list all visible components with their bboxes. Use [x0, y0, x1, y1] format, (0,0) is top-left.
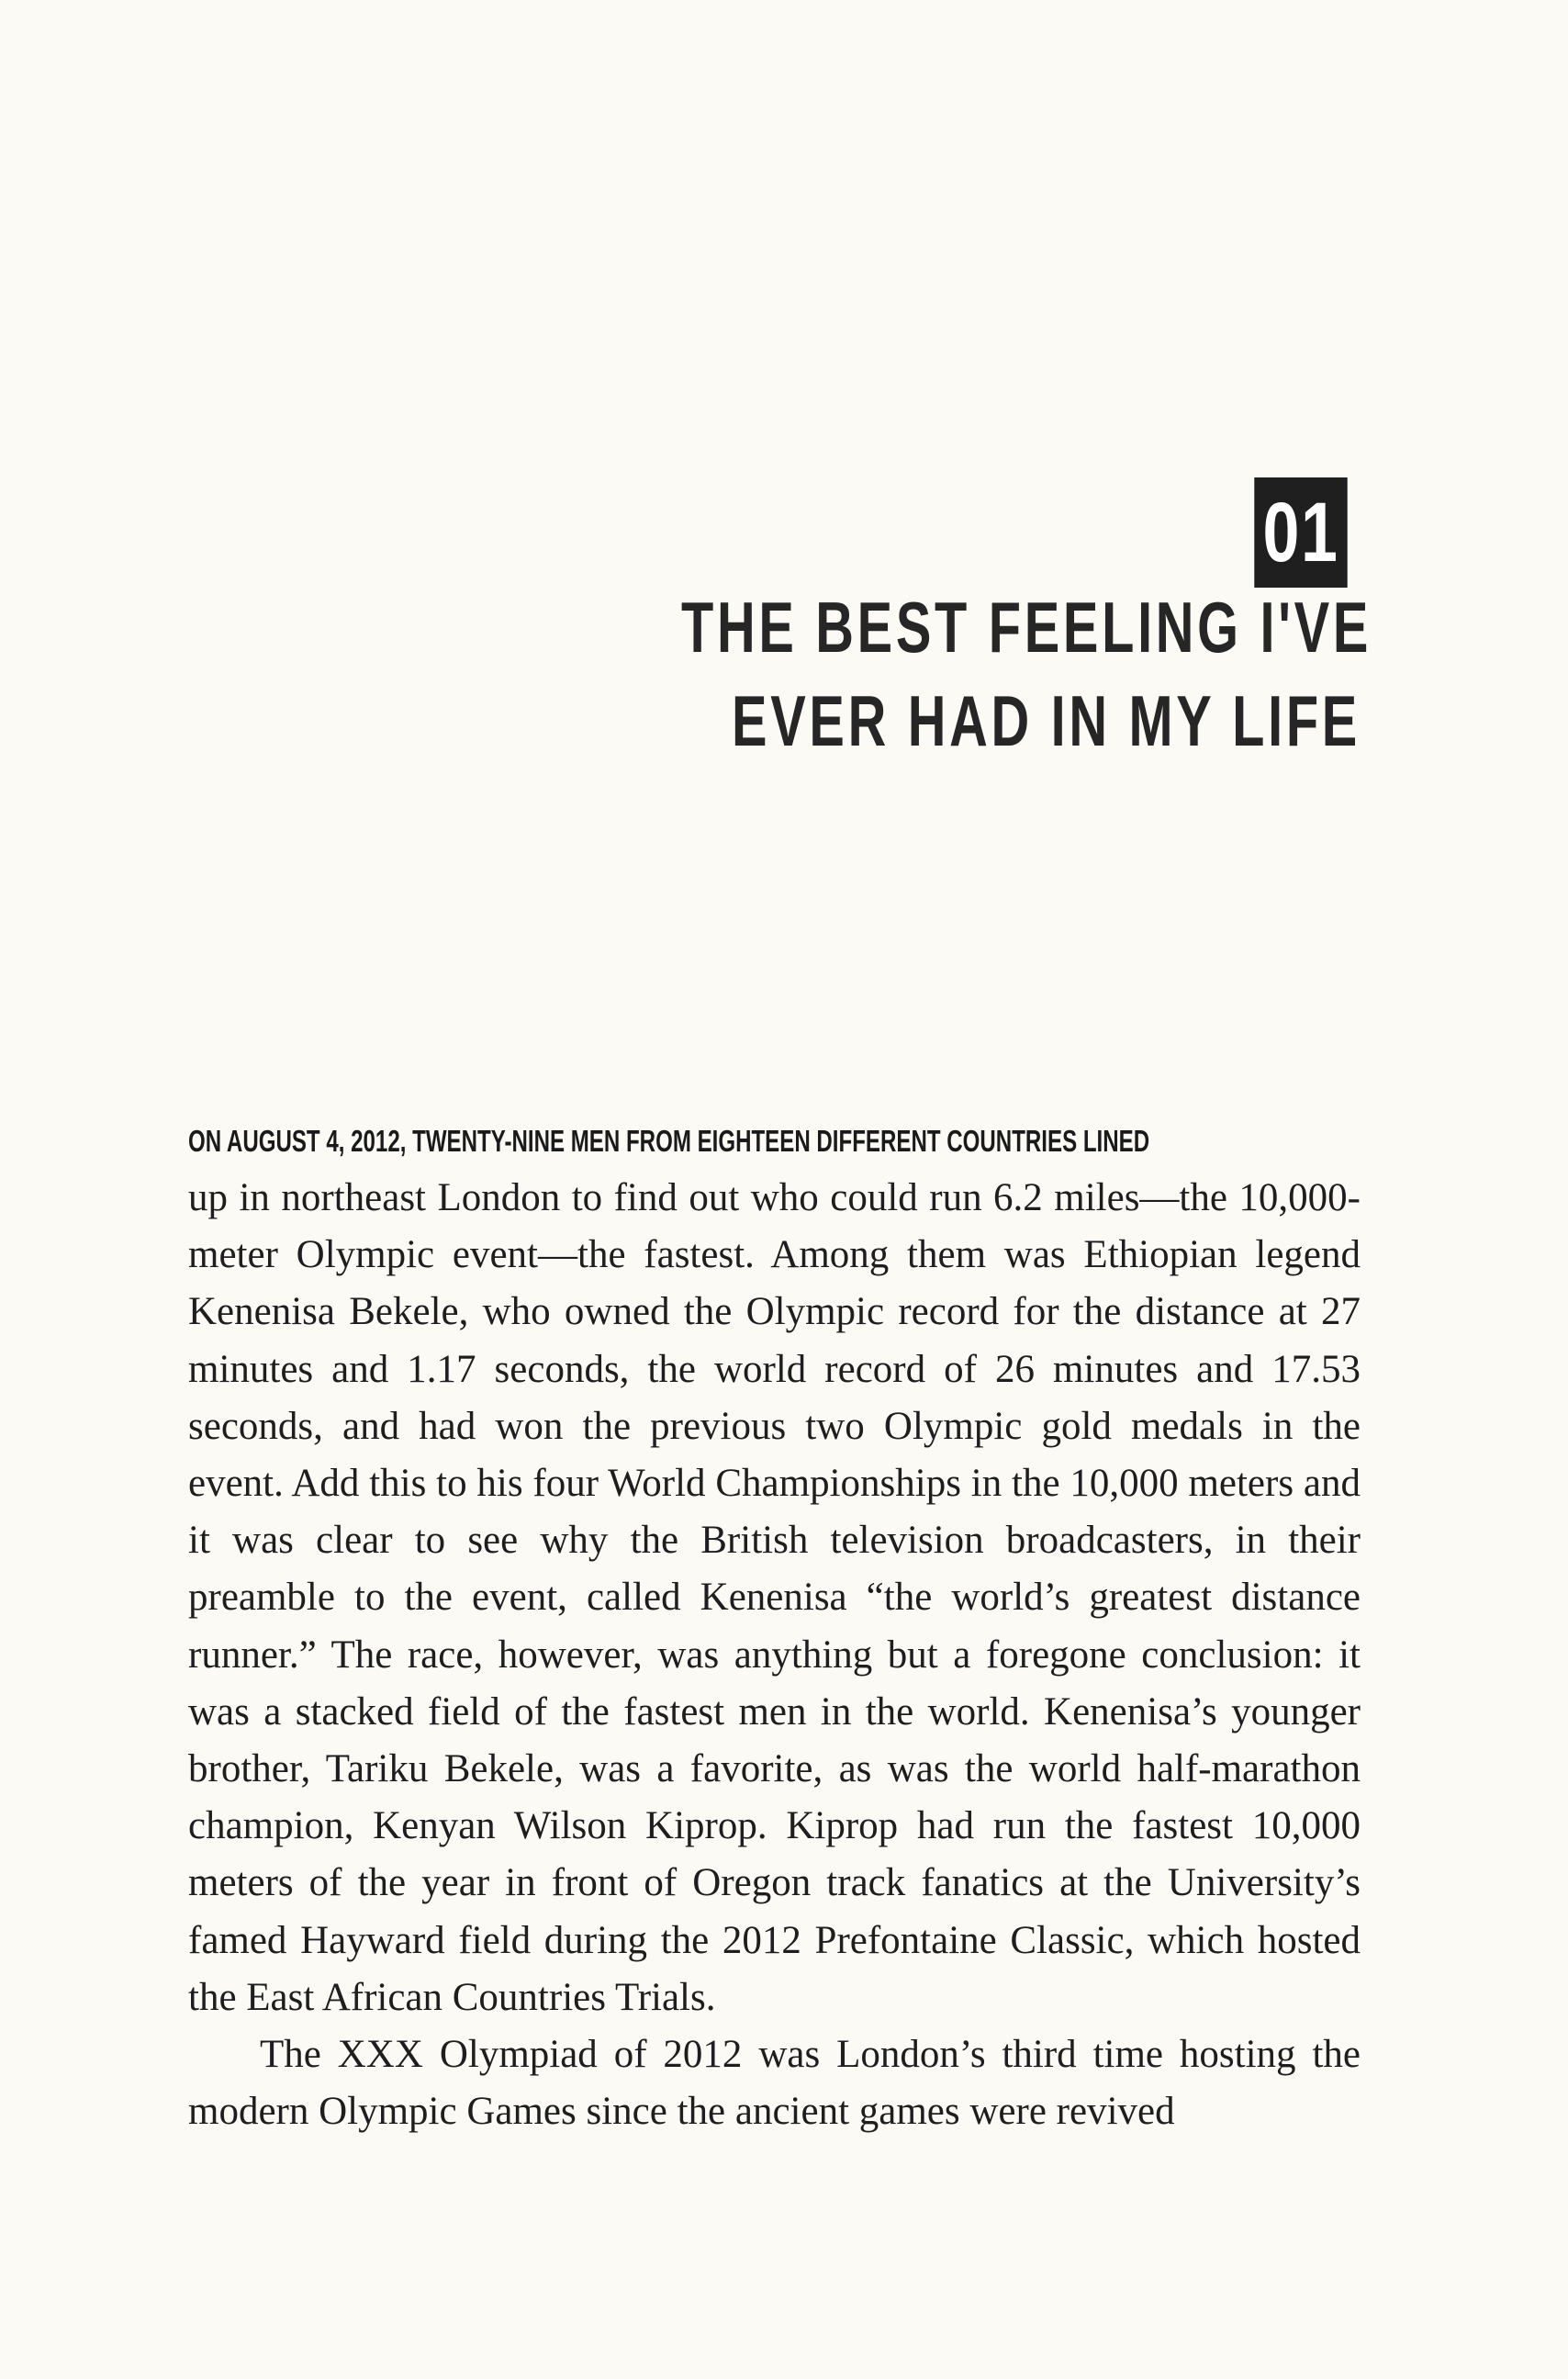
lead-in-text: ON AUGUST 4, 2012, TWENTY-NINE MEN FROM EIGHTEEN DIFFERENT COUNTRIES LINED — [188, 1124, 1150, 1158]
paragraph-1: up in northeast London to find out who could run 6.2 miles—the 10,000-meter Olympic event—the fastest. Among them was Ethiopian legend Kenenisa Bekele, who owned the Olympic record for the distance at 27 minutes and 1.17 seconds, the world record of 26 minutes and 17.53 seconds, and had won the previous two Olympic gold medals in the event. Add this to his four World Championships in the 10,000 meters and it was clear to see why the British television broadcasters, in their preamble to the event, called Kenenisa “the world’s greatest distance runner.” The race, however, was anything but a foregone conclusion: it was a stacked field of the fastest men in the world. Kenenisa’s younger brother, Tariku Bekele, was a favorite, as was the world half-marathon champion, Kenyan Wilson Kiprop. Kiprop had run the fastest 10,000 meters of the year in front of Oregon track fanatics at the University’s famed Hayward field during the 2012 Prefontaine Classic, which hosted the East African Countries Trials. — [188, 1176, 1361, 2019]
body-text — [188, 1113, 1361, 2140]
chapter-title-line-2: EVER HAD IN MY LIFE — [732, 680, 1361, 761]
chapter-title — [442, 580, 1372, 768]
chapter-title-line-1: THE BEST FEELING I'VE — [681, 587, 1372, 668]
paragraph-2: The XXX Olympiad of 2012 was London’s third time hosting the modern Olympic Games since the ancient games were revived — [188, 2033, 1361, 2134]
chapter-number: 01 — [1254, 477, 1347, 588]
lead-in-line — [188, 1113, 1361, 1170]
